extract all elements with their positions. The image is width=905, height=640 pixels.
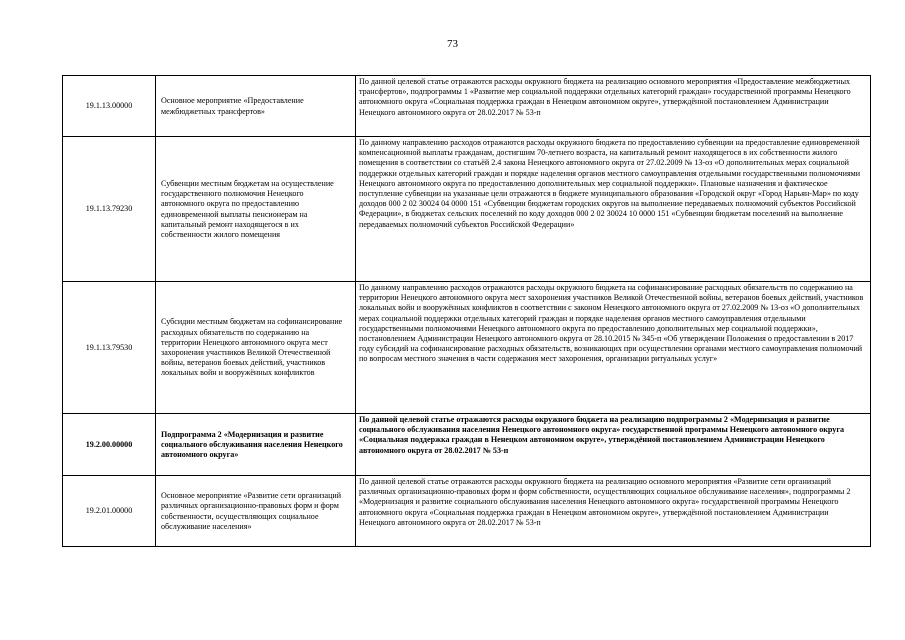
target-description-cell: По данной целевой статье отражаются расходы окружного бюджета на реализацию подпрограммы 2 «Модернизация и развитие социального обслуживания населения Ненецкого автономного округа» государственной программы Ненецкого автономного округа «Социальная поддержка граждан в Ненецком автономном округе», утверждённой постановлением Администрации Ненецкого автономного округа от 28.02.2017 № 53-п [356, 414, 871, 476]
page-number: 73 [447, 38, 458, 50]
target-description-cell: По данному направлению расходов отражаются расходы окружного бюджета на софинансирование расходных обязательств по содержанию на территории Ненецкого автономного округа мест захоронения участников Великой Отечественной войны, ветеранов боевых действий, участников локальных войн и вооружённых конфликтов в соответствии с законом Ненецкого автономного округа от 27.02.2009 № 13-оз «О дополнительных мерах социальной поддержки отдельных категорий граждан и порядке наделения органов местного самоуправления отдельными государственными полномочиями Ненецкого автономного округа по предоставлению дополнительных мер социальной поддержки», постановлением Администрации Ненецкого автономного округа от 28.10.2015 № 345-п «Об утверждении Положения о предоставлении в 2017 году субсидий на софинансирование расходных обязательств, возникающих при осуществлении органами местного самоуправления полномочий по вопросам местного значения в части содержания мест захоронения, организации ритуальных услуг» [356, 282, 871, 414]
target-name-cell: Основное мероприятие «Предоставление межбюджетных трансфертов» [156, 76, 356, 137]
table-row [63, 137, 871, 282]
target-code-cell: 19.1.13.79530 [63, 282, 156, 414]
table-row-subprogram [63, 414, 871, 476]
table-row [63, 282, 871, 414]
target-name-cell: Субвенции местным бюджетам на осуществление государственного полномочия Ненецкого автономного округа по предоставлению единовременной выплаты пенсионерам на капитальный ремонт находящегося в их собственности жилого помещения [156, 137, 356, 282]
table-row [63, 476, 871, 547]
target-description-cell: По данной целевой статье отражаются расходы окружного бюджета на реализацию основного мероприятия «Развитие сети организаций различных организационно-правовых форм и форм собственности, осуществляющих социальное обслуживание населения», подпрограммы 2 «Модернизация и развитие социального обслуживания населения Ненецкого автономного округа» государственной программы Ненецкого автономного округа «Социальная поддержка граждан в Ненецком автономном округе», утверждённой постановлением Администрации Ненецкого автономного округа от 28.02.2017 № 53-п [356, 476, 871, 547]
target-code-cell: 19.2.01.00000 [63, 476, 156, 547]
budget-classification-table [62, 75, 871, 547]
target-description-cell: По данному направлению расходов отражаются расходы окружного бюджета по предоставлению субвенции на предоставление единовременной компенсационной выплаты гражданам, достигшим 70-летнего возраста, на капитальный ремонт находящегося в их собственности жилого помещения в соответствии со статьёй 2.4 закона Ненецкого автономного округа от 27.02.2009 № 13-оз «О дополнительных мерах социальной поддержки отдельных категорий граждан и порядке наделения органов местного самоуправления отдельными государственными полномочиями Ненецкого автономного округа по предоставлению дополнительных мер социальной поддержки». Плановые назначения и фактическое поступление субвенции на указанные цели отражаются в бюджете муниципального образования «Городской округ «Город Нарьян-Мар» по коду доходов 000 2 02 30024 04 0000 151 «Субвенции бюджетам городских округов на выполнение передаваемых полномочий субъектов Российской Федерации», в бюджетах сельских поселений по коду доходов 000 2 02 30024 10 0000 151 «Субвенции бюджетам поселений на выполнение передаваемых полномочий субъектов Российской Федерации» [356, 137, 871, 282]
table-row [63, 76, 871, 137]
target-description-cell: По данной целевой статье отражаются расходы окружного бюджета на реализацию основного мероприятия «Предоставление межбюджетных трансфертов», подпрограммы 1 «Развитие мер социальной поддержки отдельных категорий граждан» государственной программы Ненецкого автономного округа «Социальная поддержка граждан в Ненецком автономном округе», утверждённой постановлением Администрации Ненецкого автономного округа от 28.02.2017 № 53-п [356, 76, 871, 137]
target-name-cell: Основное мероприятие «Развитие сети организаций различных организационно-правовых форм и форм собственности, осуществляющих социальное обслуживание населения» [156, 476, 356, 547]
target-name-cell: Субсидии местным бюджетам на софинансирование расходных обязательств по содержанию на территории Ненецкого автономного округа мест захоронения участников Великой Отечественной войны, ветеранов боевых действий, участников локальных войн и вооружённых конфликтов [156, 282, 356, 414]
target-code-cell: 19.1.13.00000 [63, 76, 156, 137]
target-code-cell: 19.1.13.79230 [63, 137, 156, 282]
target-code-cell: 19.2.00.00000 [63, 414, 156, 476]
target-name-cell: Подпрограмма 2 «Модернизация и развитие социального обслуживания населения Ненецкого автономного округа» [156, 414, 356, 476]
